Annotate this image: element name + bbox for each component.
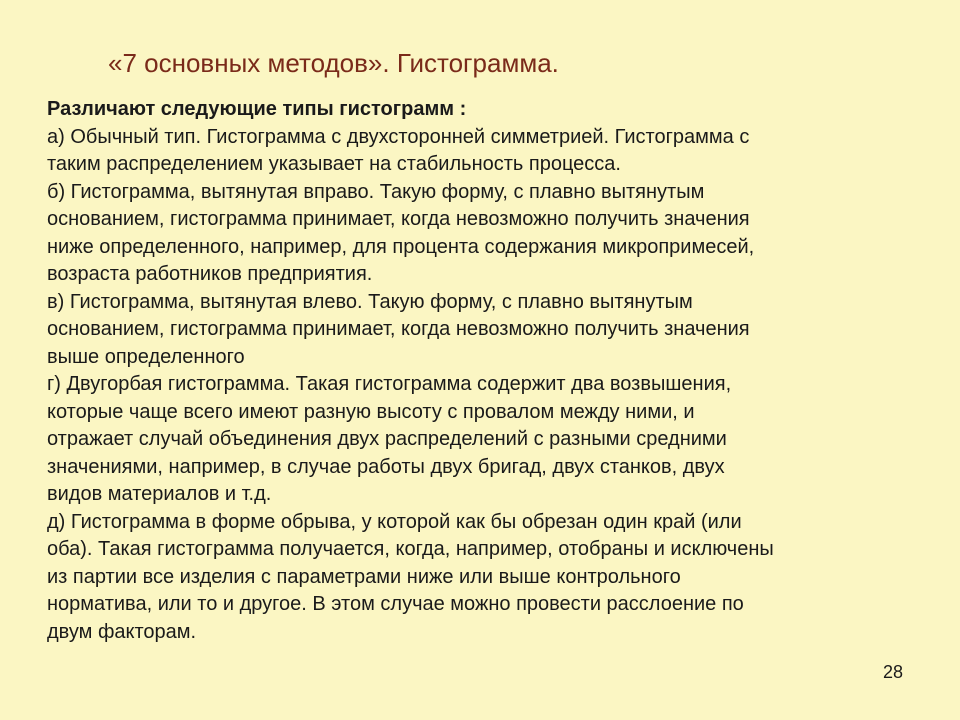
body-line: основанием, гистограмма принимает, когда невозможно получить значения <box>47 318 750 340</box>
body-line: видов материалов и т.д. <box>47 483 272 505</box>
page-number: 28 <box>883 662 904 682</box>
body-line: отражает случай объединения двух распределений с разными средними <box>47 428 727 450</box>
body-line: д) Гистограмма в форме обрыва, у которой как бы обрезан один край (или <box>47 510 742 533</box>
body-line: двум факторам. <box>47 620 197 643</box>
body-heading: Различают следующие типы гистограмм : <box>47 98 467 120</box>
body-line: а) Обычный тип. Гистограмма с двухсторонней симметрией. Гистограмма с <box>47 125 750 148</box>
body-line: таким распределением указывает на стабильность процесса. <box>47 153 621 175</box>
body-line: возраста работников предприятия. <box>47 263 373 285</box>
body-line: значениями, например, в случае работы двух бригад, двух станков, двух <box>47 455 725 478</box>
body-line: которые чаще всего имеют разную высоту с провалом между ними, и <box>47 400 695 423</box>
body-line: г) Двугорбая гистограмма. Такая гистограмма содержит два возвышения, <box>47 373 732 395</box>
body-line: б) Гистограмма, вытянутая вправо. Такую форму, с плавно вытянутым <box>47 180 705 203</box>
slide-title: «7 основных методов». Гистограмма. <box>108 48 559 78</box>
body-line: оба). Такая гистограмма получается, когда, например, отобраны и исключены <box>47 538 774 560</box>
body-line: из партии все изделия с параметрами ниже или выше контрольного <box>47 565 681 588</box>
body-line: выше определенного <box>47 345 245 368</box>
body-line: основанием, гистограмма принимает, когда невозможно получить значения <box>47 208 750 230</box>
body-line: в) Гистограмма, вытянутая влево. Такую форму, с плавно вытянутым <box>47 290 693 313</box>
body-line: норматива, или то и другое. В этом случае можно провести расслоение по <box>47 593 744 615</box>
body-line: ниже определенного, например, для процента содержания микропримесей, <box>47 235 755 258</box>
slide-body <box>47 96 927 646</box>
